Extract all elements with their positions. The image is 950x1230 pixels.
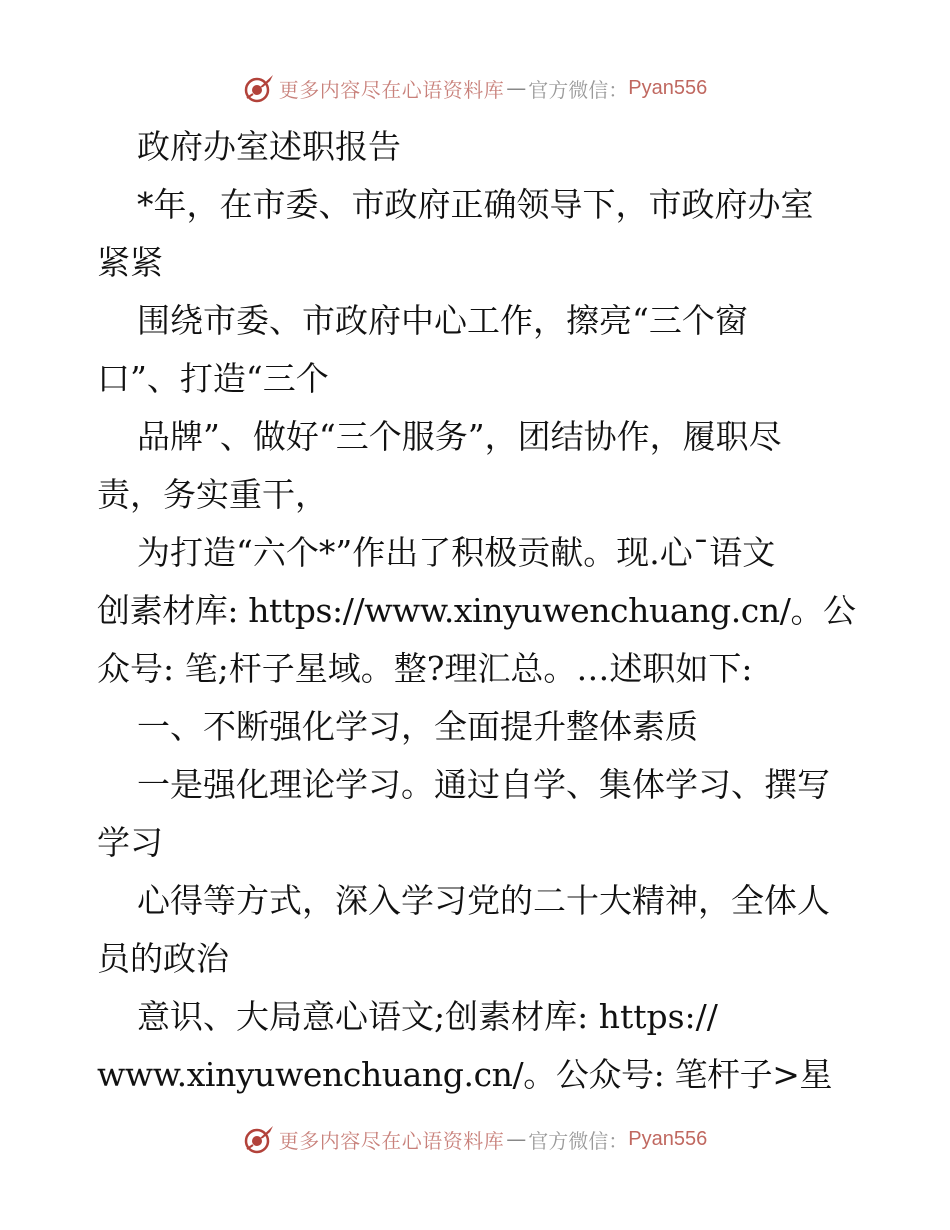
doc-line: 品牌”、做好“三个服务”，团结协作，履职尽	[137, 417, 782, 456]
doc-line: 口”、打造“三个	[97, 359, 329, 398]
footer-watermark	[0, 1123, 950, 1155]
header-wechat-id: Pyan556	[628, 76, 708, 99]
doc-line: 紧紧	[97, 243, 163, 282]
doc-line: 员的政治	[97, 939, 229, 978]
doc-line: 责，务实重干，	[97, 475, 328, 514]
header-text: 更多内容尽在心语资料库	[278, 77, 505, 102]
doc-line: 心得等方式，深入学习党的二十大精神，全体人	[137, 881, 830, 920]
header-dash: —	[506, 76, 527, 100]
section-heading: 一、不断强化学习，全面提升整体素质	[137, 707, 698, 746]
doc-line: 众号: 笔;杆子星域。整?理汇总。…述职如下:	[97, 649, 753, 688]
footer-text: 更多内容尽在心语资料库	[278, 1128, 505, 1153]
document-body	[97, 118, 877, 1104]
header-watermark	[0, 72, 950, 104]
doc-line: 围绕市委、市政府中心工作，擦亮“三个窗	[137, 301, 748, 340]
quill-seal-icon	[243, 72, 275, 104]
doc-line: 创素材库: https://www.xinyuwenchuang.cn/。公	[97, 591, 856, 630]
doc-line: 意识、大局意心语文;创素材库: https://	[137, 997, 718, 1036]
doc-line: 一是强化理论学习。通过自学、集体学习、撰写	[137, 765, 830, 804]
doc-line: 学习	[97, 823, 163, 862]
header-wechat-label: 官方微信：	[528, 77, 629, 102]
doc-title: 政府办室述职报告	[137, 127, 401, 166]
footer-wechat-id: Pyan556	[628, 1127, 708, 1150]
doc-line: *年，在市委、市政府正确领导下，市政府办室	[137, 185, 814, 224]
footer-dash: —	[506, 1127, 527, 1151]
doc-line: www.xinyuwenchuang.cn/。公众号: 笔杆子>星	[97, 1055, 833, 1094]
footer-wechat-label: 官方微信：	[528, 1128, 629, 1153]
doc-line: 为打造“六个*”作出了积极贡献。现.心¯语文	[137, 533, 776, 572]
quill-seal-icon	[243, 1123, 275, 1155]
